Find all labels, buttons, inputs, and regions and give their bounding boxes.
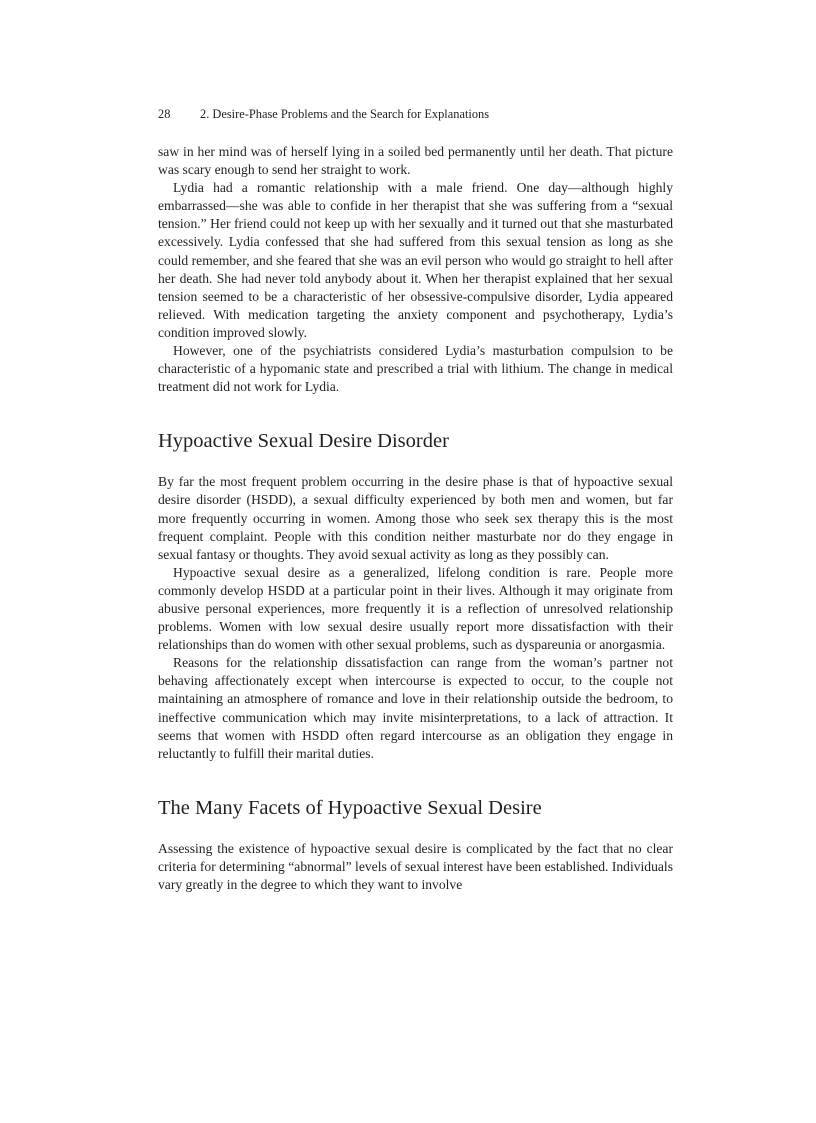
paragraph: By far the most frequent problem occurring in the desire phase is that of hypoactive sexual desire disorder (HSDD), a sexual difficulty experienced by both men and women, but far more frequently occurring in women. Among those who seek sex therapy this is the most frequent complaint. People with this condition neither masturbate nor do they engage in sexual fantasy or thoughts. They avoid sexual activity as long as they possibly can. bbox=[158, 474, 673, 562]
paragraph: Hypoactive sexual desire as a generalized, lifelong condition is rare. People more commonly develop HSDD at a particular point in their lives. Although it may originate from abusive personal experiences, more frequently it is a reflection of unresolved relationship problems. Women with low sexual desire usually report more dissatisfaction with their relationships than do women with other sexual problems, such as dyspareunia or anorgasmia. bbox=[158, 564, 673, 653]
section-lydia-case-continued bbox=[158, 143, 673, 396]
section-heading: The Many Facets of Hypoactive Sexual Desire bbox=[158, 796, 542, 819]
paragraph: Reasons for the relationship dissatisfaction can range from the woman’s partner not behaving affectionately except when intercourse is expected to occur, to the couple not maintaining an atmosphere of romance and love in their relationship outside the bedroom, to ineffective communication which may invite misinterpretations, to a lack of attraction. It seems that women with HSDD often regard intercourse as an obligation they engage in reluctantly to fulfill their marital duties. bbox=[158, 655, 673, 761]
section-hsdd bbox=[158, 429, 673, 763]
paragraph: Lydia had a romantic relationship with a male friend. One day—although highly embarrassed—she was able to confide in her therapist that she was suffering from a “sexual tension.” Her friend could not keep up with her sexually and it turned out that she masturbated excessively. Lydia confessed that she had suffered from this sexual tension as long as she could remember, and she feared that she was an evil person who would go straight to hell after her death. She had never told anybody about it. When her therapist explained that her sexual tension seemed to be a characteristic of her obsessive-compulsive disorder, Lydia appeared relieved. With medication targeting the anxiety component and psychotherapy, Lydia’s condition improved slowly. bbox=[158, 180, 673, 340]
paragraph: Assessing the existence of hypoactive sexual desire is complicated by the fact that no clear criteria for determining “abnormal” levels of sexual interest have been established. Individuals vary greatly in the degree to which they want to involve bbox=[158, 840, 673, 892]
book-page bbox=[158, 105, 673, 894]
paragraph: However, one of the psychiatrists considered Lydia’s masturbation compulsion to be characteristic of a hypomanic state and prescribed a trial with lithium. The change in medical treatment did not work for Lydia. bbox=[158, 343, 673, 395]
running-title: 2. Desire-Phase Problems and the Search for Explanations bbox=[200, 107, 490, 121]
paragraph: saw in her mind was of herself lying in a soiled bed permanently until her death. That picture was scary enough to send her straight to work. bbox=[158, 144, 673, 178]
section-many-facets bbox=[158, 796, 673, 894]
page-number: 28 bbox=[158, 107, 171, 121]
section-heading: Hypoactive Sexual Desire Disorder bbox=[158, 430, 449, 453]
running-header bbox=[158, 105, 673, 123]
